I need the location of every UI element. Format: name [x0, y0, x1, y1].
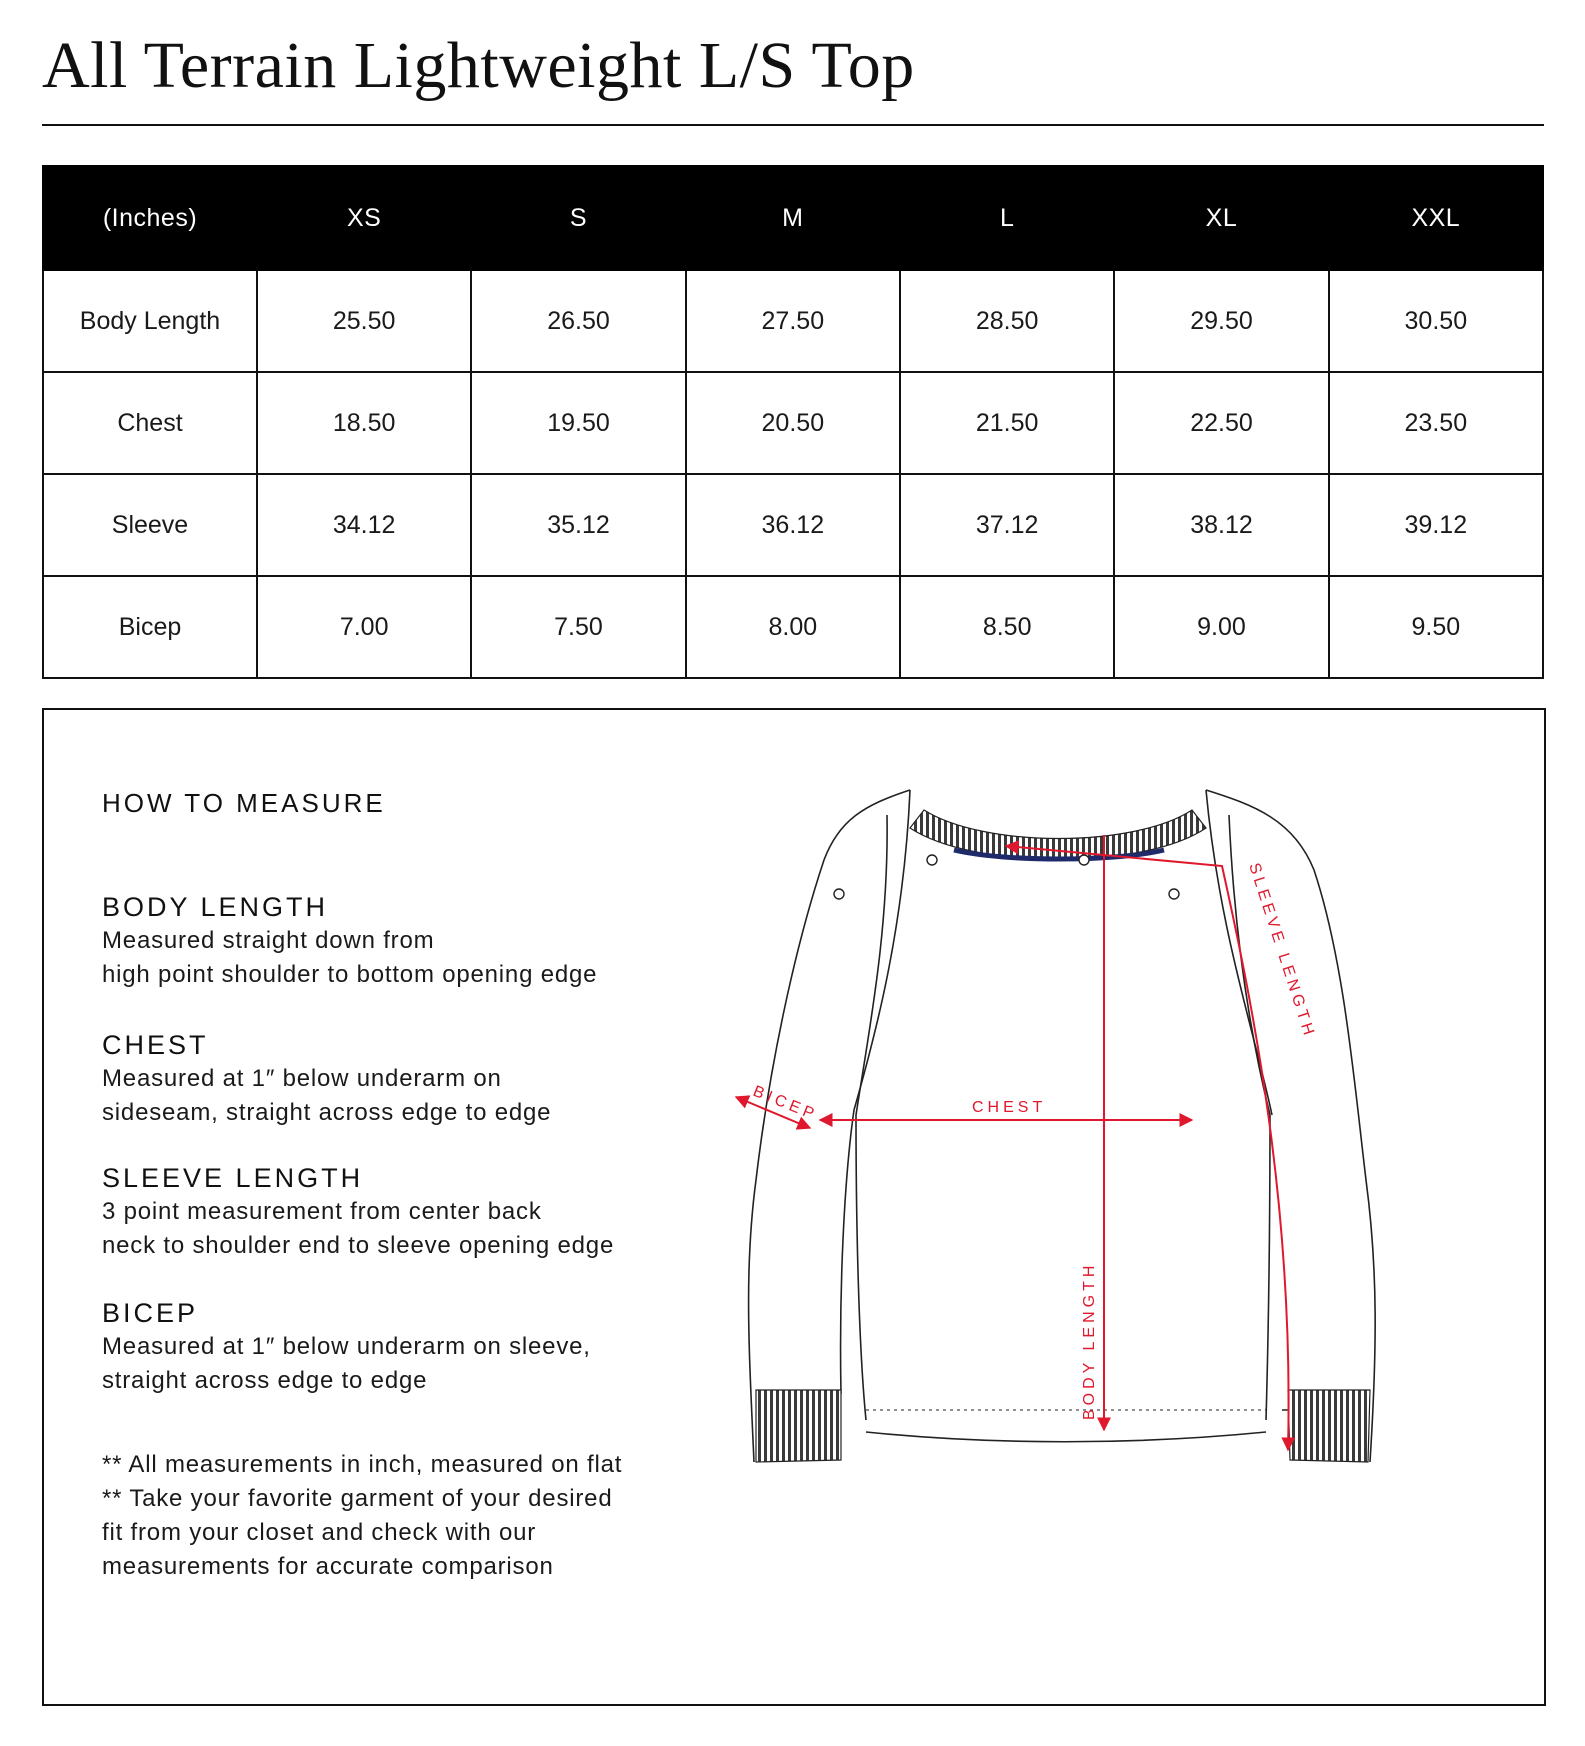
table-cell: 18.50 [257, 372, 471, 474]
note-line: ** All measurements in inch, measured on flat [102, 1451, 623, 1478]
body-length-label: BODY LENGTH [1081, 1261, 1098, 1420]
row-label: Chest [43, 372, 257, 474]
table-cell: 22.50 [1114, 372, 1328, 474]
table-cell: 36.12 [686, 474, 900, 576]
section-title: CHEST [102, 1030, 209, 1060]
table-cell: 21.50 [900, 372, 1114, 474]
size-header-xxl: XXL [1329, 166, 1543, 270]
size-header-xl: XL [1114, 166, 1328, 270]
section-title: BICEP [102, 1298, 199, 1328]
page-title: All Terrain Lightweight L/S Top [42, 29, 915, 102]
size-header-s: S [471, 166, 685, 270]
table-cell: 30.50 [1329, 270, 1543, 372]
row-label: Body Length [43, 270, 257, 372]
sleeve-point-left [834, 889, 844, 899]
table-row-chest [43, 372, 1543, 474]
sleeve-point-right [1169, 889, 1179, 899]
sweater-diagram [44, 710, 1544, 1704]
shoulder-point-right [1079, 855, 1089, 865]
table-row-body-length [43, 270, 1543, 372]
table-cell: 23.50 [1329, 372, 1543, 474]
table-cell: 9.00 [1114, 576, 1328, 678]
table-cell: 28.50 [900, 270, 1114, 372]
table-cell: 37.12 [900, 474, 1114, 576]
table-cell: 38.12 [1114, 474, 1328, 576]
unit-header: (Inches) [43, 166, 257, 270]
cuff-right [1288, 1390, 1370, 1462]
how-to-measure-panel [42, 708, 1546, 1706]
section-text: straight across edge to edge [102, 1367, 428, 1394]
row-label: Sleeve [43, 474, 257, 576]
table-cell: 7.50 [471, 576, 685, 678]
table-cell: 7.00 [257, 576, 471, 678]
table-cell: 35.12 [471, 474, 685, 576]
table-cell: 19.50 [471, 372, 685, 474]
section-text: sideseam, straight across edge to edge [102, 1099, 552, 1126]
section-text: Measured at 1″ below underarm on [102, 1065, 502, 1092]
table-row-bicep [43, 576, 1543, 678]
table-cell: 26.50 [471, 270, 685, 372]
table-header-row [43, 166, 1543, 270]
table-cell: 9.50 [1329, 576, 1543, 678]
size-header-xs: XS [257, 166, 471, 270]
sleeve-length-label: SLEEVE LENGTH [1245, 860, 1319, 1041]
table-cell: 34.12 [257, 474, 471, 576]
measurement-lines [736, 835, 1289, 1450]
note-line: fit from your closet and check with our [102, 1519, 537, 1546]
section-text: Measured at 1″ below underarm on sleeve, [102, 1333, 591, 1360]
table-cell: 39.12 [1329, 474, 1543, 576]
size-header-m: M [686, 166, 900, 270]
row-label: Bicep [43, 576, 257, 678]
note-line: measurements for accurate comparison [102, 1553, 554, 1580]
table-cell: 29.50 [1114, 270, 1328, 372]
table-cell: 8.00 [686, 576, 900, 678]
size-chart-table [42, 165, 1544, 679]
section-text: neck to shoulder end to sleeve opening edge [102, 1232, 615, 1259]
table-row-sleeve [43, 474, 1543, 576]
section-title: BODY LENGTH [102, 892, 329, 922]
size-header-l: L [900, 166, 1114, 270]
sleeve-length-line [1006, 846, 1289, 1450]
bicep-label: BICEP [750, 1082, 820, 1125]
chest-label: CHEST [972, 1099, 1047, 1116]
table-cell: 8.50 [900, 576, 1114, 678]
title-divider [42, 124, 1544, 126]
note-line: ** Take your favorite garment of your desired [102, 1485, 613, 1512]
how-to-measure-heading: HOW TO MEASURE [102, 788, 386, 818]
section-title: SLEEVE LENGTH [102, 1163, 364, 1193]
section-text: high point shoulder to bottom opening edge [102, 961, 598, 988]
cuff-left [756, 1390, 841, 1462]
table-cell: 27.50 [686, 270, 900, 372]
table-cell: 20.50 [686, 372, 900, 474]
section-text: Measured straight down from [102, 927, 435, 954]
shoulder-point-left [927, 855, 937, 865]
section-text: 3 point measurement from center back [102, 1198, 542, 1225]
table-cell: 25.50 [257, 270, 471, 372]
